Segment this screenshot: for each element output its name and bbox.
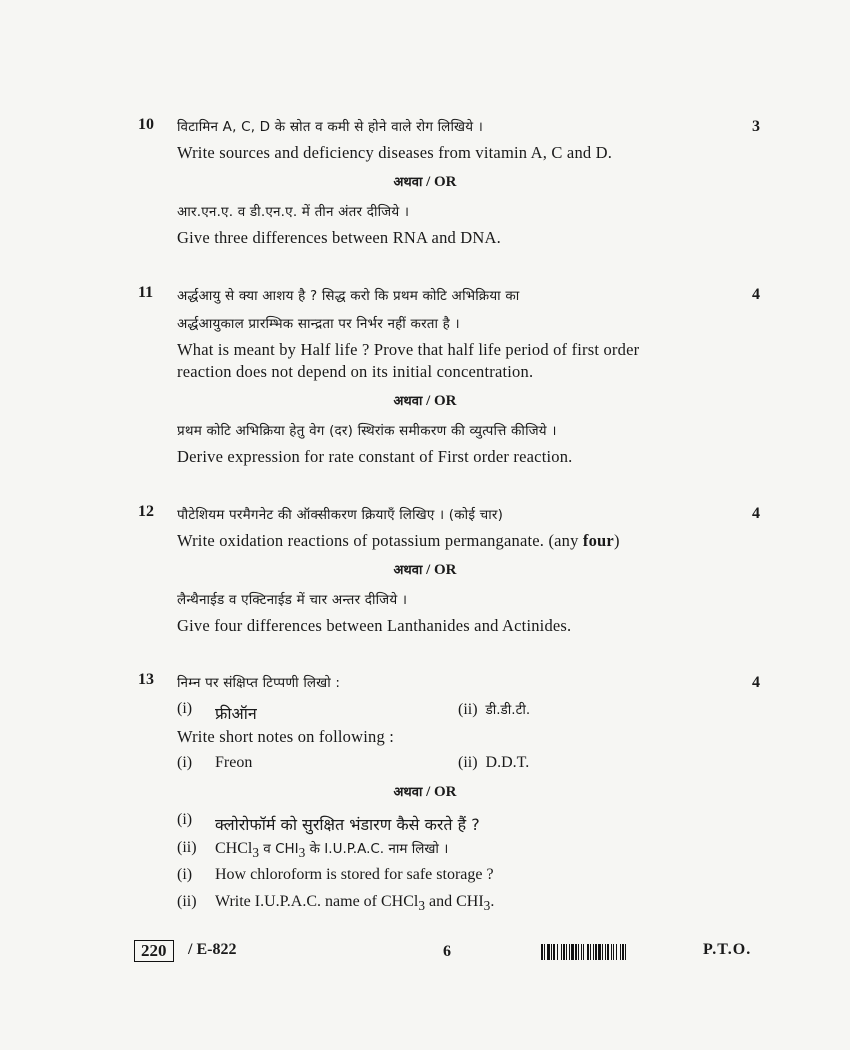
question-13-hindi: निम्न पर संक्षिप्त टिप्पणी लिखो : xyxy=(177,675,341,691)
q13-en-i-label: (i) xyxy=(177,754,193,771)
question-13-or: अथवा / OR xyxy=(393,784,457,800)
question-10-marks: 3 xyxy=(752,118,760,135)
q13-hi-i-text: फ्रीऑन xyxy=(215,704,257,723)
q13-alt-4-label: (ii) xyxy=(177,893,197,910)
question-12-or: अथवा / OR xyxy=(393,562,457,578)
barcode-bar xyxy=(575,944,577,960)
page-number: 6 xyxy=(443,943,451,960)
barcode-bar xyxy=(605,944,606,960)
barcode-bar xyxy=(541,944,543,960)
barcode-bar xyxy=(625,944,626,960)
q13-alt-3-text: How chloroform is stored for safe storage ? xyxy=(215,866,494,883)
barcode-bar xyxy=(563,944,565,960)
q13-alt-2-label: (ii) xyxy=(177,839,197,856)
barcode-bar xyxy=(613,944,614,960)
barcode-bar xyxy=(561,944,562,960)
q13-alt-1-text: क्लोरोफॉर्म को सुरक्षित भंडारण कैसे करते हैं ? xyxy=(215,815,480,834)
question-11-alt-english: Derive expression for rate constant of First order reaction. xyxy=(177,447,573,466)
barcode-bar xyxy=(587,944,589,960)
question-12-marks: 4 xyxy=(752,505,760,522)
q13-hi-ii: (ii) डी.डी.टी. xyxy=(458,701,531,718)
question-11-english-line-2: reaction does not depend on its initial concentration. xyxy=(177,362,534,381)
barcode-bar xyxy=(566,944,567,960)
question-13-english: Write short notes on following : xyxy=(177,727,395,746)
barcode-bar xyxy=(611,944,612,960)
barcode-bar xyxy=(578,944,579,960)
question-13-marks: 4 xyxy=(752,674,760,691)
q13-alt-2-text: CHCl$_3$ व $CHI_3$ के I.U.P.A.C. नाम लिखो । xyxy=(215,840,449,861)
barcode-bar xyxy=(553,944,555,960)
question-10-number: 10 xyxy=(138,116,154,133)
q13-alt-4-text: Write I.U.P.A.C. name of CHCl$_3$ and $CHI_3$. xyxy=(215,893,495,914)
question-10-hindi: विटामिन A, C, D के स्रोत व कमी से होने वाले रोग लिखिये । xyxy=(177,119,484,135)
question-11-hindi-line-2: अर्द्धआयुकाल प्रारम्भिक सान्द्रता पर निर्भर नहीं करता है । xyxy=(177,316,460,332)
barcode-bar xyxy=(595,944,597,960)
question-11-english-line-1: What is meant by Half life ? Prove that half life period of first order xyxy=(177,340,640,359)
barcode-bar xyxy=(620,944,621,960)
question-12-hindi: पौटेशियम परमैगनेट की ऑक्सीकरण क्रियाएँ लिखिए । (कोई चार) xyxy=(177,507,504,523)
barcode-bar xyxy=(598,944,601,960)
question-12-english: Write oxidation reactions of potassium permanganate. (any four) xyxy=(177,531,620,550)
barcode-bar xyxy=(607,944,609,960)
question-12-alt-english: Give four differences between Lanthanides and Actinides. xyxy=(177,616,572,635)
question-10-or: अथवा / OR xyxy=(393,174,457,190)
question-12-alt-hindi: लैन्थैनाईड व एक्टिनाईड में चार अन्तर दीजिये । xyxy=(177,592,408,608)
paper-code: / E-822 xyxy=(188,941,237,958)
question-11-alt-hindi: प्रथम कोटि अभिक्रिया हेतु वेग (दर) स्थिरांक समीकरण की व्युत्पत्ति कीजिये । xyxy=(177,423,557,439)
barcode-bar xyxy=(602,944,603,960)
question-11-number: 11 xyxy=(138,284,154,301)
question-11-or: अथवा / OR xyxy=(393,393,457,409)
barcode-bar xyxy=(593,944,594,960)
barcode-bar xyxy=(547,944,550,960)
q13-alt-1-label: (i) xyxy=(177,811,193,828)
q13-hi-i-label: (i) xyxy=(177,700,193,717)
q13-alt-3-label: (i) xyxy=(177,866,193,883)
barcode-bar xyxy=(616,944,617,960)
barcode-bar xyxy=(569,944,570,960)
barcode-bar xyxy=(590,944,591,960)
barcode-bar xyxy=(583,944,584,960)
paper-number-box: 220 xyxy=(134,940,174,962)
barcode-bar xyxy=(551,944,552,960)
barcode-bar xyxy=(622,944,624,960)
barcode-bar xyxy=(581,944,582,960)
question-12-number: 12 xyxy=(138,503,154,520)
barcode xyxy=(541,944,686,960)
question-11-marks: 4 xyxy=(752,286,760,303)
q13-en-i-text: Freon xyxy=(215,754,253,771)
q13-en-ii: (ii) D.D.T. xyxy=(458,754,530,771)
question-10-alt-hindi: आर.एन.ए. व डी.एन.ए. में तीन अंतर दीजिये । xyxy=(177,204,410,220)
question-10-alt-english: Give three differences between RNA and DNA. xyxy=(177,228,501,247)
barcode-bar xyxy=(571,944,574,960)
barcode-bar xyxy=(544,944,545,960)
barcode-bar xyxy=(557,944,558,960)
question-13-number: 13 xyxy=(138,671,154,688)
question-11-hindi-line-1: अर्द्धआयु से क्या आशय है ? सिद्ध करो कि प्रथम कोटि अभिक्रिया का xyxy=(177,288,520,304)
pto-label: P.T.O. xyxy=(703,941,752,958)
question-10-english: Write sources and deficiency diseases from vitamin A, C and D. xyxy=(177,143,613,162)
